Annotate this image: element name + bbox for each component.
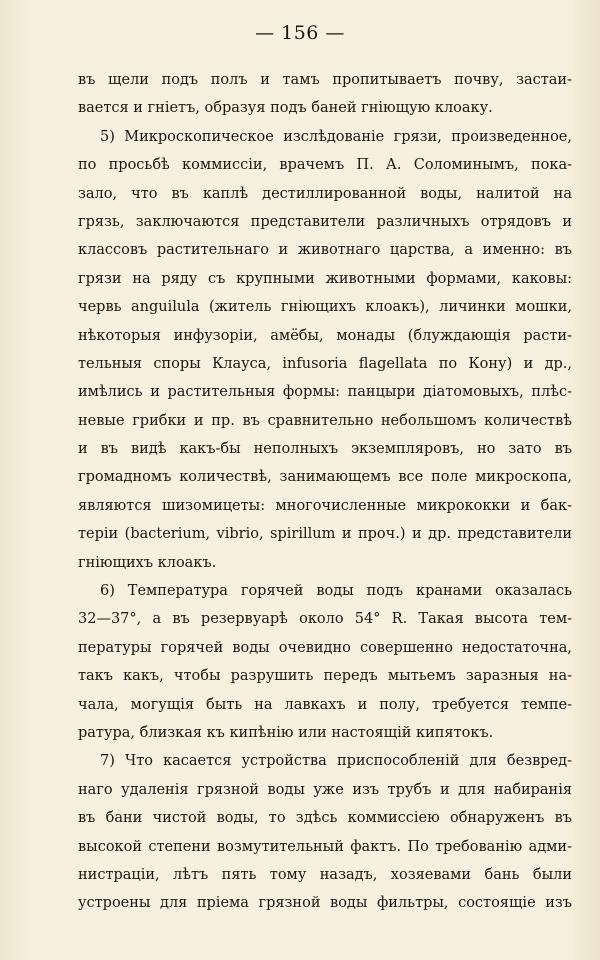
text-line: червь anguilula (житель гніющихъ клоакъ), личинки мошки, <box>78 299 572 316</box>
text-line: гніющихъ клоакъ. <box>78 554 217 571</box>
text-line: нѣкоторыя инфузоріи, амёбы, монады (блуждающія расти- <box>78 327 572 344</box>
text-body <box>78 66 572 918</box>
text-line: классовъ растительнаго и животнаго царства, а именно: въ <box>78 242 572 259</box>
page-number: — 156 — <box>255 22 345 44</box>
text-line: нистраціи, лѣтъ пять тому назадъ, хозяевами бань были <box>78 866 572 883</box>
text-line: въ бани чистой воды, то здѣсь коммиссіею обнаруженъ въ <box>78 810 572 827</box>
text-line: тельныя споры Клауса, infusoria flagellata по Кону) и др., <box>78 355 572 372</box>
text-line: 5) Микроскопическое изслѣдованіе грязи, произведенное, <box>100 128 572 145</box>
text-line: въ щели подъ полъ и тамъ пропитываетъ почву, застаи- <box>78 72 572 88</box>
text-line: чала, могущія быть на лавкахъ и полу, требуется темпе- <box>78 696 572 713</box>
text-line: громадномъ количествѣ, занимающемъ все поле микроскопа, <box>78 469 572 486</box>
text-line: являются шизомицеты: многочисленные микрококки и бак- <box>78 497 572 514</box>
text-line: ратура, близкая къ кипѣнію или настоящій кипятокъ. <box>78 724 494 741</box>
text-line: такъ какъ, чтобы разрушить передъ мытьемъ заразныя на- <box>78 668 572 685</box>
text-line: грязь, заключаются представители различныхъ отрядовъ и <box>78 213 572 230</box>
text-line: вается и гніетъ, образуя подъ баней гніющую клоаку. <box>78 100 493 117</box>
text-line: 32—37°, а въ резервуарѣ около 54° R. Такая высота тем- <box>78 611 572 628</box>
text-line: устроены для пріема грязной воды фильтры, состоящіе изъ <box>78 895 572 912</box>
text-line: 7) Что касается устройства приспособленій для безвред- <box>100 753 572 770</box>
text-line: и въ видѣ какъ-бы неполныхъ экземпляровъ, но зато въ <box>78 441 572 458</box>
text-line: теріи (bacterium, vibrio, spirillum и проч.) и др. представители <box>78 526 572 543</box>
text-line: имѣлись и растительныя формы: панцыри діатомовыхъ, плѣс- <box>78 384 572 401</box>
text-line: наго удаленія грязной воды уже изъ трубъ и для набиранія <box>78 781 572 798</box>
text-line: высокой степени возмутительный фактъ. По требованію адми- <box>78 838 572 855</box>
text-line: пературы горячей воды очевидно совершенно недостаточна, <box>78 639 572 656</box>
text-line: грязи на ряду съ крупными животными формами, каковы: <box>78 270 572 287</box>
text-line: 6) Температура горячей воды подъ кранами оказалась <box>100 583 572 600</box>
text-line: по просьбѣ коммиссіи, врачемъ П. А. Соломинымъ, пока- <box>78 157 572 174</box>
text-line: невые грибки и пр. въ сравнительно небольшомъ количествѣ <box>78 412 572 429</box>
text-line: зало, что въ каплѣ дестиллированной воды, налитой на <box>78 185 572 202</box>
